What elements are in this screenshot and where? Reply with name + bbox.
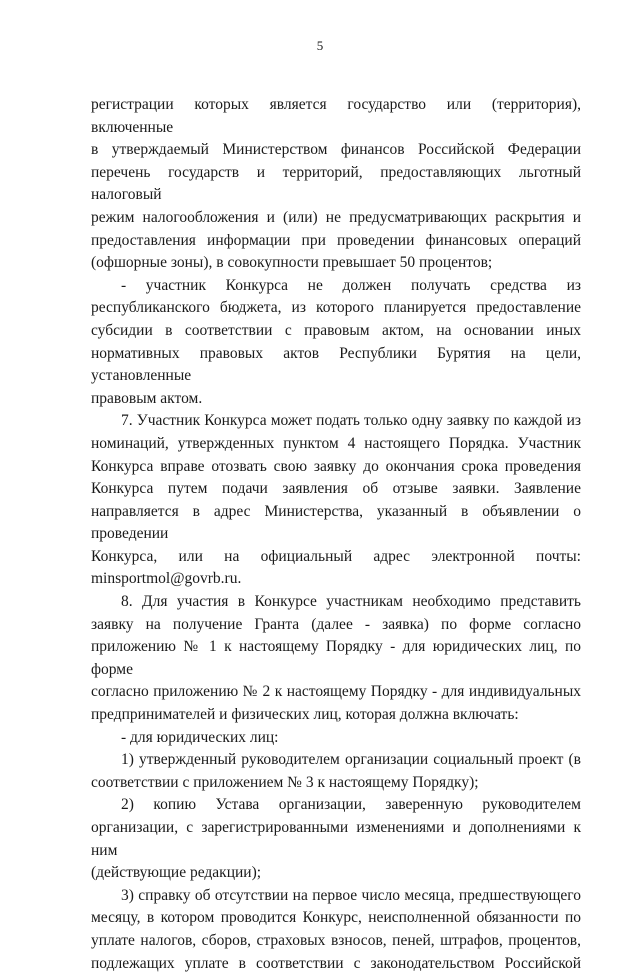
text-line: республиканского бюджета, из которого планируется предоставление <box>91 299 581 317</box>
page-number: 5 <box>316 38 324 53</box>
text-line: месяцу, в котором проводится Конкурс, неисполненной обязанности по <box>91 909 581 927</box>
text-line: нормативных правовых актов Республики Бурятия на цели, установленные <box>91 344 581 385</box>
text-line: подлежащих уплате в соответствии с законодательством Российской <box>91 954 581 972</box>
paragraph-budget-funds <box>91 275 581 411</box>
document-body <box>91 94 581 975</box>
text-line: Конкурса путем подачи заявления об отзыве заявки. Заявление <box>91 480 581 498</box>
text-line: заявку на получение Гранта (далее - заявка) по форме согласно <box>91 615 581 633</box>
text-line: предпринимателей и физических лиц, которая должна включать: <box>91 706 519 724</box>
text-line: правовым актом. <box>91 389 203 407</box>
text-line: 8. Для участия в Конкурсе участникам необходимо представить <box>121 593 581 611</box>
text-line: 3) справку об отсутствии на первое число месяца, предшествующего <box>121 886 581 904</box>
text-line: регистрации которых является государство или (территория), включенные <box>91 96 581 136</box>
text-line: организации, с зарегистрированными изменениями и дополнениями к ним <box>91 819 581 859</box>
text-line: согласно приложению № 2 к настоящему Порядку - для индивидуальных <box>91 683 581 701</box>
text-line: приложению № 1 к настоящему Порядку - для юридических лиц, по форме <box>91 638 581 678</box>
paragraph-item-8 <box>91 591 581 727</box>
paragraph-subitem-2 <box>91 794 581 884</box>
text-line: (действующие редакции); <box>91 864 262 882</box>
text-line: предоставления информации при проведении финансовых операций <box>91 231 581 249</box>
paragraph-subitem-1 <box>91 749 581 794</box>
paragraph-subitem-3 <box>91 885 581 975</box>
text-line: (офшорные зоны), в совокупности превышает 50 процентов; <box>91 254 493 272</box>
text-line: направляется в адрес Министерства, указанный в объявлении о проведении <box>91 502 581 543</box>
email-address: minsportmol@govrb.ru. <box>91 570 242 588</box>
text-line: 1) утвержденный руководителем организации социальный проект (в <box>121 751 581 769</box>
text-line: соответствии с приложением № 3 к настоящему Порядку); <box>91 773 479 791</box>
text-line: Конкурса, или на официальный адрес электронной почты: <box>91 547 581 565</box>
text-line: 7. Участник Конкурса может подать только одну заявку по каждой из <box>121 412 581 430</box>
paragraph-item-7 <box>91 410 581 591</box>
paragraph-legal-entities <box>91 727 581 750</box>
text-line: перечень государств и территорий, предоставляющих льготный налоговый <box>91 163 581 204</box>
text-line: Конкурса вправе отозвать свою заявку до окончания срока проведения <box>91 457 581 475</box>
text-line: уплате налогов, сборов, страховых взносов, пеней, штрафов, процентов, <box>91 931 581 949</box>
text-line: режим налогообложения и (или) не предусматривающих раскрытия и <box>91 208 581 226</box>
text-line: в утверждаемый Министерством финансов Российской Федерации <box>91 141 581 159</box>
text-line: - для юридических лиц: <box>121 728 279 746</box>
text-line: - участник Конкурса не должен получать средства из <box>121 276 581 294</box>
text-line: номинаций, утвержденных пунктом 4 настоящего Порядка. Участник <box>91 434 581 452</box>
text-line: 2) копию Устава организации, заверенную руководителем <box>121 796 581 814</box>
text-line: субсидии в соответствии с правовым актом, на основании иных <box>91 321 581 339</box>
paragraph-offshore-continuation <box>91 94 581 275</box>
